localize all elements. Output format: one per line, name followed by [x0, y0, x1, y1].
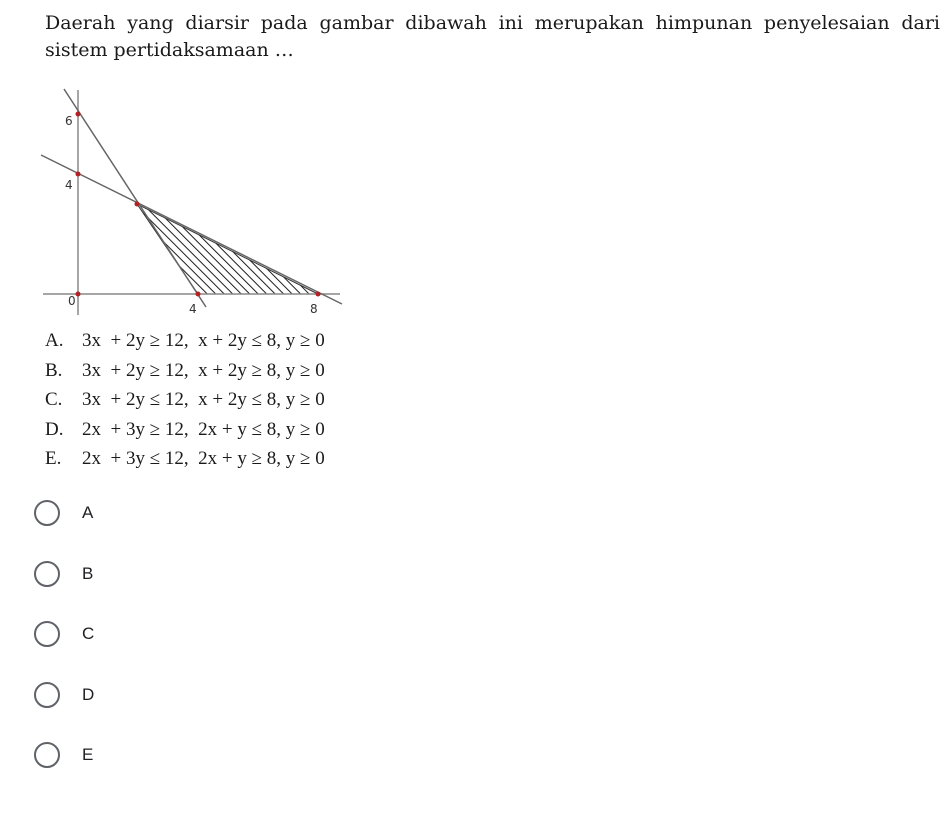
choice-c[interactable]: [34, 604, 94, 665]
option-letter: E.: [45, 448, 62, 469]
radio-button-a[interactable]: [34, 500, 60, 526]
feasible-region-graph: [40, 85, 360, 325]
choice-label-c: C: [82, 624, 95, 644]
answer-options: [45, 326, 325, 474]
option-text: 3x + 2y ≤ 12, x + 2y ≤ 8, y ≥ 0: [82, 389, 325, 410]
option-b: [45, 356, 325, 386]
origin-label: 0: [68, 294, 76, 308]
radio-button-d[interactable]: [34, 682, 60, 708]
choice-d[interactable]: [34, 665, 94, 726]
point-intersection: [135, 202, 140, 207]
point-y4: [76, 172, 81, 177]
choice-label-b: B: [82, 563, 94, 583]
point-x4: [196, 292, 201, 297]
y-tick-4: 4: [65, 178, 73, 192]
line-3x-2y-12: [64, 89, 206, 307]
option-d: [45, 415, 325, 445]
choice-label-d: D: [82, 684, 95, 704]
radio-button-b[interactable]: [34, 561, 60, 587]
point-x8: [316, 292, 321, 297]
option-text: 2x + 3y ≥ 12, 2x + y ≤ 8, y ≥ 0: [82, 418, 325, 440]
point-origin: [76, 292, 81, 297]
option-letter: A.: [45, 330, 64, 351]
choice-label-a: A: [82, 503, 94, 523]
radio-button-c[interactable]: [34, 621, 60, 647]
choice-b[interactable]: [34, 544, 94, 605]
y-tick-6: 6: [65, 114, 73, 128]
question-text: Daerah yang diarsir pada gambar dibawah ini merupakan himpunan penyelesaian dari sistem pertidaksamaan …: [45, 12, 940, 61]
option-text: 2x + 3y ≤ 12, 2x + y ≥ 8, y ≥ 0: [82, 448, 325, 469]
shaded-region: [137, 204, 318, 294]
x-tick-4: 4: [189, 302, 197, 316]
choice-label-e: E: [82, 745, 94, 765]
option-a: [45, 326, 325, 356]
x-tick-8: 8: [310, 302, 318, 316]
option-text: 3x + 2y ≥ 12, x + 2y ≥ 8, y ≥ 0: [82, 359, 325, 381]
point-y6: [76, 112, 81, 117]
radio-choice-group: [34, 483, 94, 786]
choice-a[interactable]: [34, 483, 94, 544]
choice-e[interactable]: [34, 725, 94, 786]
option-letter: B.: [45, 359, 63, 381]
option-text: 3x + 2y ≥ 12, x + 2y ≤ 8, y ≥ 0: [82, 330, 325, 351]
option-c: [45, 385, 325, 415]
option-letter: C.: [45, 389, 63, 410]
option-e: [45, 444, 325, 474]
radio-button-e[interactable]: [34, 742, 60, 768]
option-letter: D.: [45, 418, 64, 440]
